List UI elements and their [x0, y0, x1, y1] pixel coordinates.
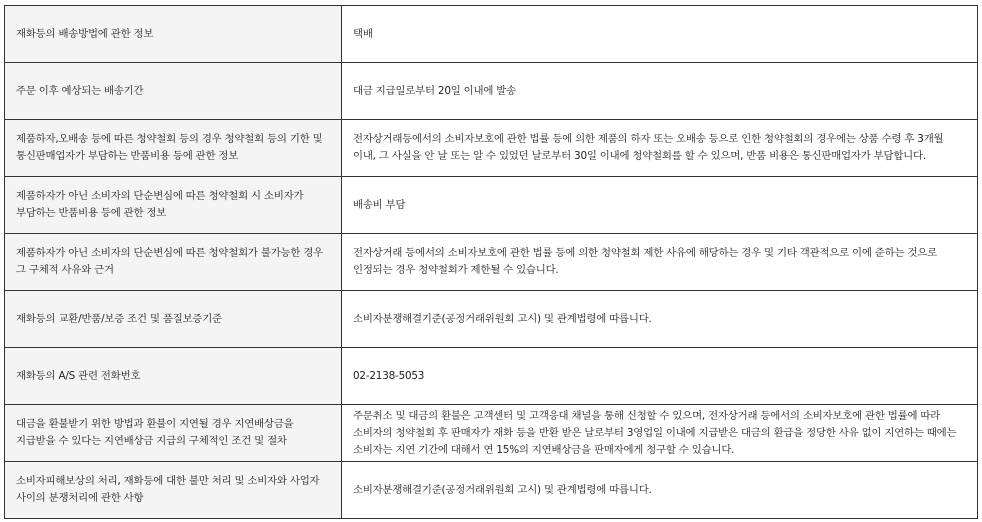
row-label: 재화등의 교환/반품/보증 조건 및 품질보증기준 [5, 291, 342, 348]
table-row [5, 120, 978, 177]
table-row [5, 462, 978, 519]
table-row [5, 6, 978, 63]
table-row [5, 177, 978, 234]
table-row [5, 348, 978, 405]
row-value: 소비자분쟁해결기준(공정거래위원회 고시) 및 관계법령에 따릅니다. [342, 291, 978, 348]
table-row [5, 234, 978, 291]
row-label: 제품하자가 아닌 소비자의 단순변심에 따른 청약철회가 불가능한 경우 그 구체적 사유와 근거 [5, 234, 342, 291]
row-value: 택배 [342, 6, 978, 63]
row-label: 제품하자가 아닌 소비자의 단순변심에 따른 청약철회 시 소비자가 부담하는 반품비용 등에 관한 정보 [5, 177, 342, 234]
row-value: 전자상거래 등에서의 소비자보호에 관한 법률 등에 의한 청약철회 제한 사유에 해당하는 경우 및 기타 객관적으로 이에 준하는 것으로 인정되는 경우 청약철회가 제한될 수 있습니다. [342, 234, 978, 291]
row-label: 주문 이후 예상되는 배송기간 [5, 63, 342, 120]
row-value: 02-2138-5053 [342, 348, 978, 405]
product-info-table [4, 5, 978, 519]
table-row [5, 63, 978, 120]
row-label: 대금을 환불받기 위한 방법과 환불이 지연될 경우 지연배상금을 지급받을 수 있다는 지연배상금 지급의 구체적인 조건 및 절차 [5, 405, 342, 462]
row-value: 대금 지급일로부터 20일 이내에 발송 [342, 63, 978, 120]
table-row [5, 405, 978, 462]
row-label: 소비자피해보상의 처리, 재화등에 대한 불만 처리 및 소비자와 사업자 사이의 분쟁처리에 관한 사항 [5, 462, 342, 519]
row-value: 주문취소 및 대금의 환불은 고객센터 및 고객응대 채널을 통해 신청할 수 있으며, 전자상거래 등에서의 소비자보호에 관한 법률에 따라 소비자의 청약철회 후 판매자가 재화 등을 반환 받은 날로부터 3영업일 이내에 지급받은 대금의 환급을 정당한 사유 없이 지연하는 때에는 소비자는 지연 기간에 대해서 연 15%의 지연배상금을 판매자에게 청구할 수 있습니다. [342, 405, 978, 462]
row-label: 재화등의 배송방법에 관한 정보 [5, 6, 342, 63]
row-value: 소비자분쟁해결기준(공정거래위원회 고시) 및 관계법령에 따릅니다. [342, 462, 978, 519]
row-value: 전자상거래등에서의 소비자보호에 관한 법률 등에 의한 제품의 하자 또는 오배송 등으로 인한 청약철회의 경우에는 상품 수령 후 3개월 이내, 그 사실을 안 날 또는 알 수 있었던 날로부터 30일 이내에 청약철회를 할 수 있으며, 반품 비용은 통신판매업자가 부담합니다. [342, 120, 978, 177]
row-label: 제품하자,오배송 등에 따른 청약철회 등의 경우 청약철회 등의 기한 및 통신판매업자가 부담하는 반품비용 등에 관한 정보 [5, 120, 342, 177]
row-value: 배송비 부담 [342, 177, 978, 234]
row-label: 재화등의 A/S 관련 전화번호 [5, 348, 342, 405]
table-row [5, 291, 978, 348]
